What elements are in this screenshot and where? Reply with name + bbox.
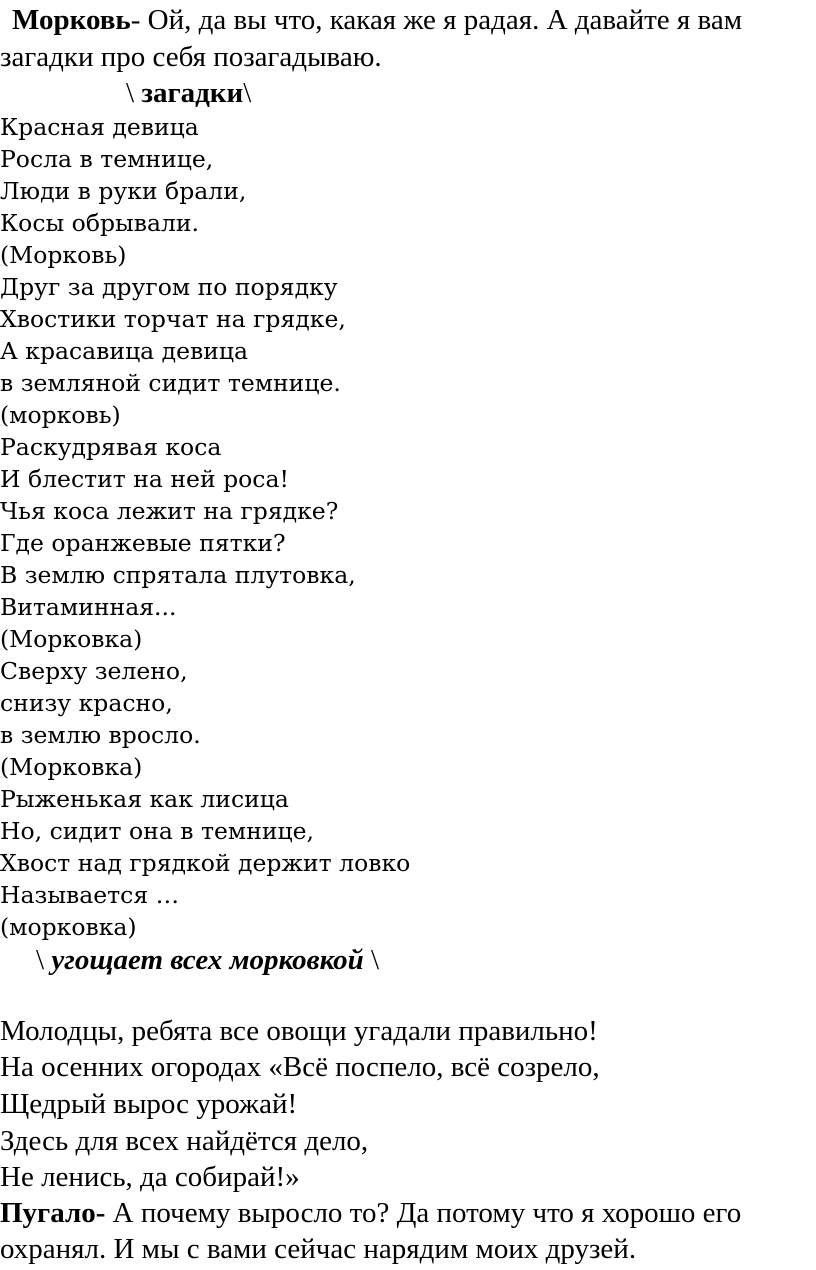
riddle-line: Хвост над грядкой держит ловко [0, 849, 411, 877]
riddle-line: в земляной сидит темнице. [0, 369, 341, 397]
riddle-line: Чья коса лежит на грядке? [0, 497, 339, 525]
riddle-line: Раскудрявая коса [0, 433, 222, 461]
riddle-answer: (морковка) [0, 913, 137, 941]
riddle-line: В землю спрятала плутовка, [0, 561, 356, 589]
heading-slash-left: \ [126, 77, 142, 109]
riddle-line: Называется … [0, 881, 180, 909]
riddle-line: Друг за другом по порядку [0, 273, 338, 301]
riddle-line: А красавица девица [0, 337, 249, 365]
intro-text-1: - Ой, да вы что, какая же я радая. А давайте я вам [130, 4, 743, 36]
closing-line: Не ленись, да собирай!» [0, 1161, 300, 1193]
riddle-line: Росла в темнице, [0, 145, 214, 173]
riddle-line: Витаминная... [0, 593, 177, 621]
riddle-line: И блестит на ней роса! [0, 465, 289, 493]
closing-line: На осенних огородах «Всё поспело, всё созрело, [0, 1051, 600, 1083]
stage-slash-right: \ [363, 944, 380, 976]
scarecrow-line-2: охранял. И мы с вами сейчас нарядим моих друзей. [0, 1233, 637, 1265]
speaker-name: Пугало- [0, 1197, 106, 1229]
closing-line: Здесь для всех найдётся дело, [0, 1125, 369, 1157]
heading-slash-right: \ [243, 77, 252, 109]
riddle-line: Люди в руки брали, [0, 177, 247, 205]
stage-direction-text: угощает всех морковкой [51, 944, 364, 976]
riddle-line: Сверху зелено, [0, 657, 188, 685]
riddle-line: Красная девица [0, 113, 199, 141]
riddle-answer: (морковь) [0, 401, 121, 429]
scarecrow-line-1 [0, 1199, 741, 1228]
intro-line-2: загадки про себя позагадываю. [0, 41, 382, 73]
heading-word: загадки [141, 77, 244, 109]
scarecrow-text-1: А почему выросло то? Да потому что я хорошо его [105, 1197, 742, 1229]
stage-direction [36, 946, 379, 975]
riddle-answer: (Морковь) [0, 241, 127, 269]
riddle-line: Но, сидит она в темнице, [0, 817, 315, 845]
riddle-line: в землю вросло. [0, 721, 201, 749]
riddle-line: Хвостики торчат на грядке, [0, 305, 346, 333]
riddle-line: Рыженькая как лисица [0, 785, 289, 813]
closing-line: Щедрый вырос урожай! [0, 1088, 298, 1120]
riddle-line: снизу красно, [0, 689, 173, 717]
riddle-answer: (Морковка) [0, 753, 143, 781]
riddles-heading [126, 79, 251, 108]
speaker-name: Морковь [12, 4, 131, 36]
riddle-answer: (Морковка) [0, 625, 143, 653]
stage-slash-left: \ [36, 944, 52, 976]
riddle-line: Где оранжевые пятки? [0, 529, 286, 557]
riddle-line: Косы обрывали. [0, 209, 200, 237]
intro-line-1 [12, 6, 742, 35]
closing-line: Молодцы, ребята все овощи угадали правильно! [0, 1015, 598, 1047]
